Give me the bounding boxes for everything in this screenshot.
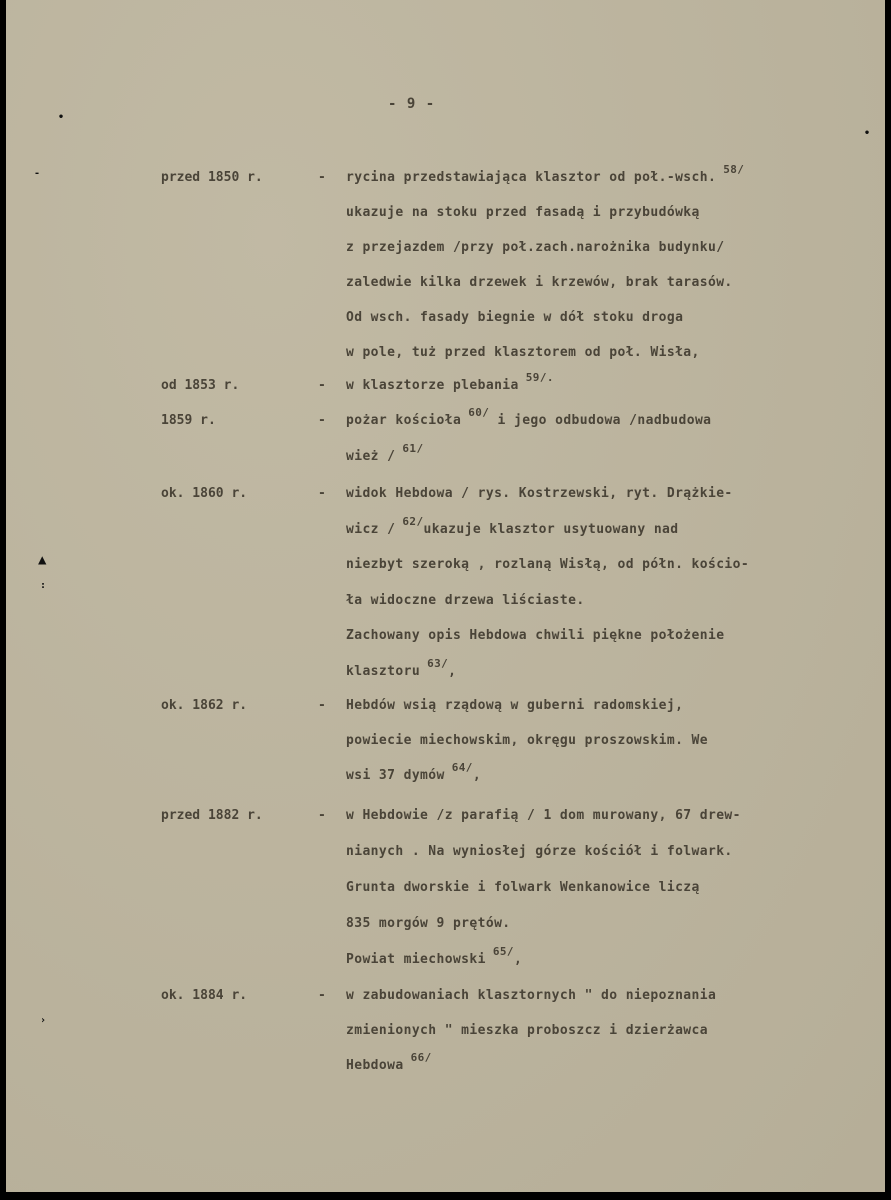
scan-edge: [885, 40, 891, 1200]
footnote-ref: 62/: [395, 514, 424, 528]
entry-dash: -: [318, 378, 326, 393]
line-text: Hebdowa: [346, 1058, 404, 1073]
entry-text-line: [346, 808, 741, 823]
entry-text-line: [346, 733, 708, 748]
footnote-ref: 64/: [444, 761, 473, 774]
entry-text-line: [346, 205, 700, 220]
entry-text-line: [346, 628, 724, 643]
entry-text-line: [346, 371, 554, 393]
line-text: w klasztorze plebania: [346, 378, 519, 393]
line-text: Zachowany opis Hebdowa chwili piękne położenie: [346, 628, 725, 643]
entry-text-line: [346, 761, 482, 783]
entry-dash: -: [318, 170, 326, 185]
entry-text-line: [346, 880, 700, 895]
line-text: wicz /: [346, 521, 396, 537]
footnote-ref: 59/.: [518, 371, 554, 384]
entry-dash: -: [318, 413, 326, 428]
line-text-continued: ,: [448, 663, 457, 679]
line-text: zmienionych " mieszka proboszcz i dzierżawca: [346, 1023, 708, 1038]
entry-date: ok. 1884 r.: [161, 988, 248, 1003]
entry-text-line: [346, 345, 700, 360]
entry-text-line: [346, 844, 733, 859]
line-text: pożar kościoła: [346, 413, 462, 428]
entry-text-line: [346, 442, 424, 464]
entry-text-line: [346, 406, 712, 428]
entry-text-line: [346, 656, 457, 679]
line-text: Hebdów wsią rządową w guberni radomskiej,: [346, 698, 684, 713]
entry-text-line: [346, 1023, 708, 1038]
entry-date: przed 1850 r.: [161, 170, 263, 185]
margin-mark: -: [34, 168, 41, 179]
footnote-ref: 65/: [485, 945, 514, 958]
entry-dash: -: [318, 988, 326, 1003]
line-text: wież /: [346, 449, 396, 464]
line-text: ła widoczne drzewa liściaste.: [346, 592, 585, 608]
entry-date: ok. 1860 r.: [161, 486, 248, 501]
entry-text-line: [346, 698, 683, 713]
line-text: zaledwie kilka drzewek i krzewów, brak tarasów.: [346, 275, 733, 290]
line-text: ukazuje na stoku przed fasadą i przybudówką: [346, 205, 700, 220]
entry-text-line: [346, 486, 733, 501]
line-text: rycina przedstawiająca klasztor od poł.-wsch.: [346, 170, 717, 185]
line-text: klasztoru: [346, 663, 421, 679]
line-text-continued: i jego odbudowa /nadbudowa: [489, 413, 712, 428]
line-text: niezbyt szeroką , rozlaną Wisłą, od półn. kościo-: [346, 557, 750, 572]
entry-text-line: [346, 310, 683, 325]
entry-date: od 1853 r.: [161, 378, 240, 393]
footnote-ref: 63/: [420, 656, 449, 670]
margin-mark: •: [864, 128, 871, 139]
entry-date: ok. 1862 r.: [161, 698, 248, 713]
footnote-ref: 66/: [403, 1051, 432, 1064]
entry-dash: -: [318, 808, 326, 823]
entry-text-line: [346, 275, 733, 290]
margin-mark: ›: [40, 1015, 47, 1026]
line-text: w Hebdowie /z parafią / 1 dom murowany, 67 drew-: [346, 808, 741, 823]
entry-text-line: [346, 514, 679, 537]
entry-dash: -: [318, 486, 326, 501]
line-text: w pole, tuż przed klasztorem od poł. Wisła,: [346, 345, 700, 360]
entry-dash: -: [318, 698, 326, 713]
document-page: [6, 0, 885, 1192]
margin-mark: •: [58, 112, 65, 123]
line-text: nianych . Na wyniosłej górze kościół i folwark.: [346, 844, 733, 859]
entry-text-line: [346, 593, 585, 608]
entry-text-line: [346, 240, 724, 255]
line-text-continued: ,: [513, 952, 523, 967]
entry-text-line: [346, 1051, 432, 1073]
line-text: Od wsch. fasady biegnie w dół stoku droga: [346, 310, 684, 325]
entry-text-line: [346, 557, 749, 572]
line-text: powiecie miechowskim, okręgu proszowskim. We: [346, 733, 708, 748]
line-text: 835 morgów 9 prętów.: [346, 916, 511, 931]
margin-mark: :: [40, 580, 47, 591]
footnote-ref: 61/: [395, 442, 424, 455]
line-text: z przejazdem /przy poł.zach.narożnika budynku/: [346, 240, 725, 255]
footnote-ref: 58/: [716, 163, 745, 176]
entry-text-line: [346, 916, 511, 931]
entry-date: przed 1882 r.: [161, 808, 263, 823]
line-text: wsi 37 dymów: [346, 768, 445, 783]
line-text: Grunta dworskie i folwark Wenkanowice liczą: [346, 880, 700, 895]
line-text: w zabudowaniach klasztornych " do niepoznania: [346, 988, 717, 1003]
entry-text-line: [346, 163, 745, 185]
entry-text-line: [346, 988, 716, 1003]
line-text: Powiat miechowski: [346, 952, 486, 967]
line-text-continued: ,: [472, 768, 482, 783]
page-number: - 9 -: [388, 96, 436, 112]
entry-date: 1859 r.: [161, 413, 216, 428]
line-text: widok Hebdowa / rys. Kostrzewski, ryt. Drążkie-: [346, 486, 733, 501]
line-text-continued: ukazuje klasztor usytuowany nad: [423, 521, 679, 537]
margin-mark: ▲: [38, 552, 47, 568]
entry-text-line: [346, 945, 523, 967]
footnote-ref: 60/: [461, 406, 490, 419]
